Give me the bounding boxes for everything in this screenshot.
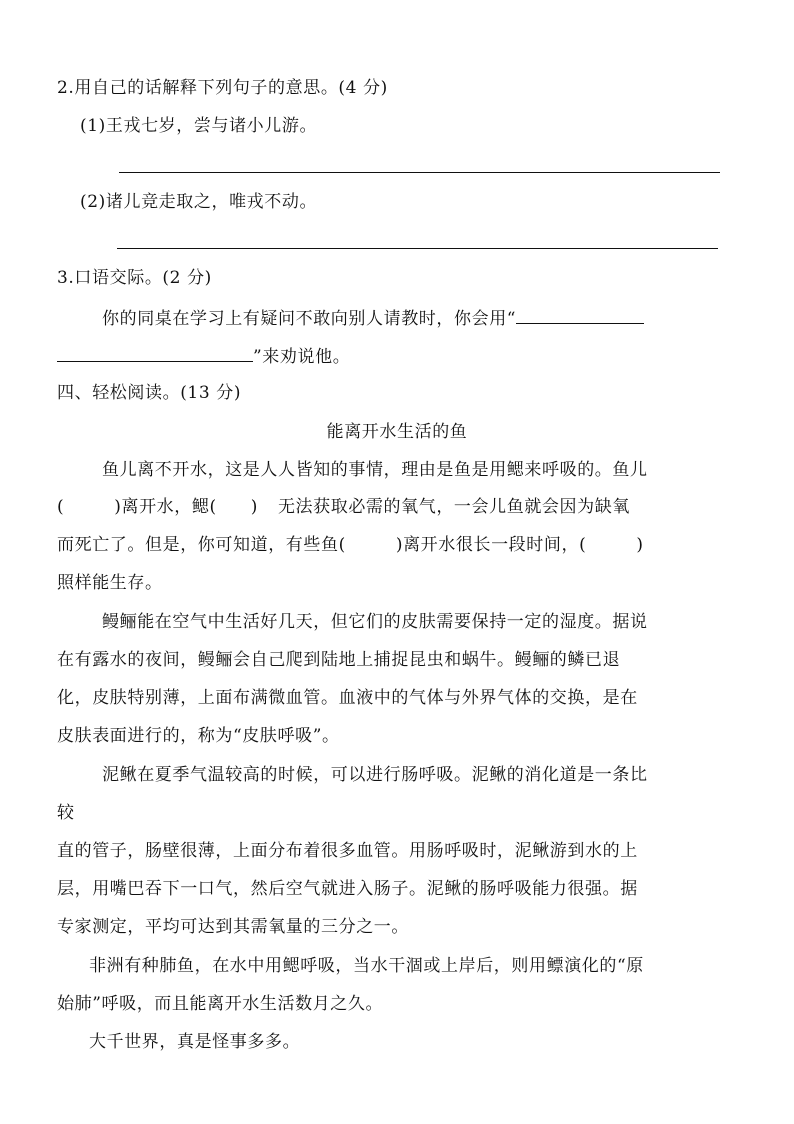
p4-line-2: 始肺”呼吸，而且能离开水生活数月之久。 <box>57 994 384 1014</box>
p1-line-2-text-a: )离开水，鳃( <box>114 497 217 517</box>
p1-line-2-text-b: 无法获取必需的氧气，一会儿鱼就会因为缺氧 <box>277 497 630 517</box>
p1-line-3-text-a: 而死亡了。但是，你可知道，有些鱼( <box>57 535 346 555</box>
p3-line-5: 专家测定，平均可达到其需氧量的三分之一。 <box>57 917 409 937</box>
p1-line-2 <box>57 495 630 519</box>
p3-line-2: 较 <box>57 803 75 823</box>
question-3-title: 3.口语交际。(2 分) <box>57 268 212 288</box>
question-2-item-2: (2)诸儿竞走取之，唯戎不动。 <box>80 192 318 212</box>
question-3-prompt-text: 你的同桌在学习上有疑问不敢向别人请教时，你会用“ <box>102 309 517 329</box>
p3-line-4: 层，用嘴巴吞下一口气，然后空气就进入肠子。泥鳅的肠呼吸能力很强。据 <box>57 879 638 899</box>
p1-line-4: 照样能生存。 <box>57 573 163 593</box>
p2-line-1: 鳗鲡能在空气中生活好几天，但它们的皮肤需要保持一定的湿度。据说 <box>102 612 648 632</box>
paren-close-4: ) <box>636 535 644 555</box>
section-4-title: 四、轻松阅读。(13 分) <box>57 383 242 403</box>
paren-open-1: ( <box>57 497 65 517</box>
question-3-prompt-end: ”来劝说他。 <box>253 347 351 367</box>
p4-line-1: 非洲有种肺鱼，在水中用鳃呼吸，当水干涸或上岸后，则用鳔演化的“原 <box>89 956 644 976</box>
p5-line-1: 大千世界，真是怪事多多。 <box>89 1032 301 1052</box>
fill-blank-quote-start[interactable] <box>516 305 644 324</box>
question-3-prompt-line-2 <box>57 343 350 369</box>
question-2-item-1: (1)王戎七岁，尝与诸小儿游。 <box>80 116 318 136</box>
p2-line-3: 化，皮肤特别薄，上面布满微血管。血液中的气体与外界气体的交换，是在 <box>57 688 638 708</box>
p3-line-3: 直的管子，肠壁很薄，上面分布着很多血管。用肠呼吸时，泥鳅游到水的上 <box>57 841 638 861</box>
passage-title: 能离开水生活的鱼 <box>326 422 468 442</box>
p2-line-4: 皮肤表面进行的，称为“皮肤呼吸”。 <box>57 726 340 746</box>
fill-blank-quote-end[interactable] <box>57 343 253 362</box>
p1-line-1: 鱼儿离不开水，这是人人皆知的事情，理由是鱼是用鳃来呼吸的。鱼儿 <box>102 460 648 480</box>
paren-close-2: ) <box>250 497 258 517</box>
question-2-title: 2.用自己的话解释下列句子的意思。(4 分) <box>57 78 388 98</box>
p1-line-3-text-b: )离开水很长一段时间，( <box>395 535 587 555</box>
question-3-prompt-line-1 <box>102 305 644 331</box>
answer-line-2[interactable] <box>117 248 718 249</box>
p1-line-3 <box>57 533 644 557</box>
p3-line-1: 泥鳅在夏季气温较高的时候，可以进行肠呼吸。泥鳅的消化道是一条比 <box>102 765 648 785</box>
p2-line-2: 在有露水的夜间，鳗鲡会自己爬到陆地上捕捉昆虫和蜗牛。鳗鲡的鳞已退 <box>57 650 621 670</box>
answer-line-1[interactable] <box>119 172 720 173</box>
